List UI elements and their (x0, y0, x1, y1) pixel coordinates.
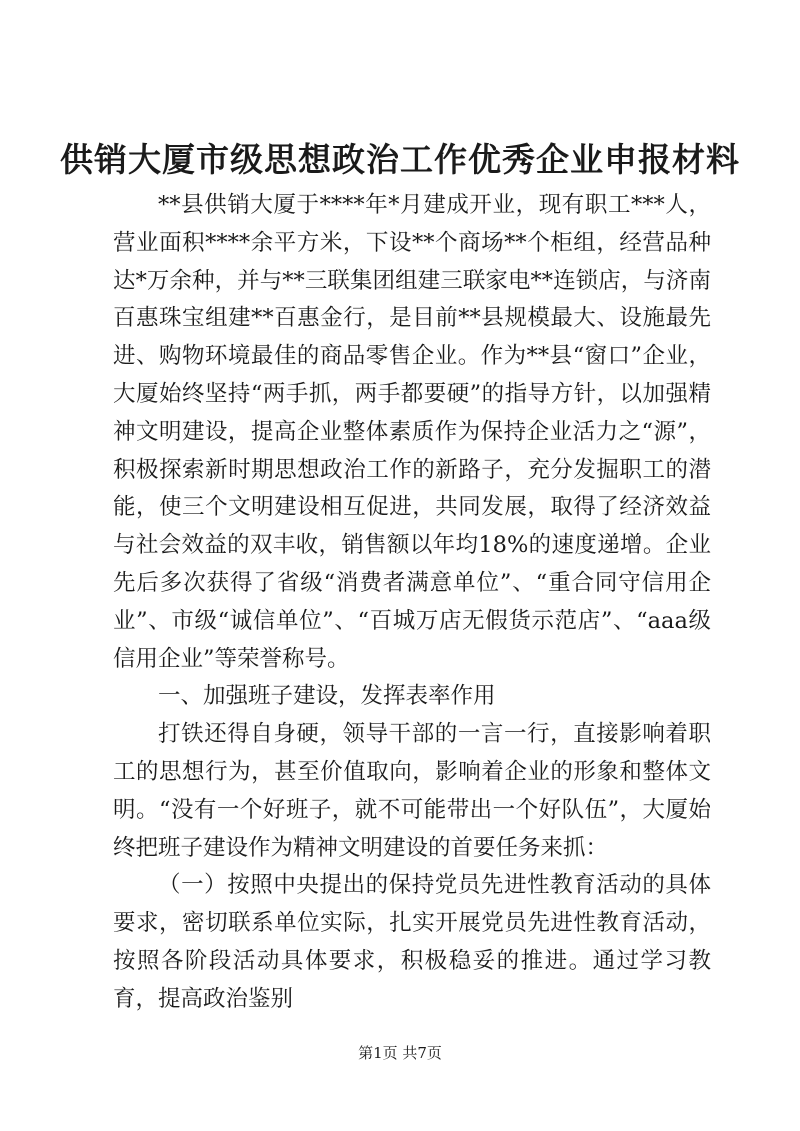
page-number: 第1页 共7页 (358, 1044, 442, 1062)
document-title: 供销大厦市级思想政治工作优秀企业申报材料 (60, 140, 740, 179)
section-paragraph: 打铁还得自身硬，领导干部的一言一行，直接影响着职工的思想行为，甚至价值取向，影响着企业的形象和整体文明。“没有一个好班子，就不可能带出一个好队伍”，大厦始终把班子建设作为精神文明建设的首要任务来抓： (113, 721, 711, 861)
section-heading: 一、加强班子建设，发挥表率作用 (158, 683, 496, 710)
subsection-paragraph: （一）按照中央提出的保持党员先进性教育活动的具体要求，密切联系单位实际，扎实开展党员先进性教育活动，按照各阶段活动具体要求，积极稳妥的推进。通过学习教育，提高政治鉴别 (113, 872, 711, 1012)
document-body (113, 187, 711, 1019)
intro-paragraph: **县供销大厦于****年*月建成开业，现有职工***人，营业面积****余平方米，下设**个商场**个柜组，经营品种达*万余种，并与**三联集团组建三联家电**连锁店，与济南百惠珠宝组建**百惠金行，是目前**县规模最大、设施最先进、购物环境最佳的商品零售企业。作为**县“窗口”企业，大厦始终坚持“两手抓，两手都要硬”的指导方针，以加强精神文明建设，提高企业整体素质作为保持企业活力之“源”，积极探索新时期思想政治工作的新路子，充分发掘职工的潜能，使三个文明建设相互促进，共同发展，取得了经济效益与社会效益的双丰收，销售额以年均18%的速度递增。企业先后多次获得了省级“消费者满意单位”、“重合同守信用企业”、市级“诚信单位”、“百城万店无假货示范店”、“aaa级信用企业”等荣誉称号。 (113, 192, 711, 672)
